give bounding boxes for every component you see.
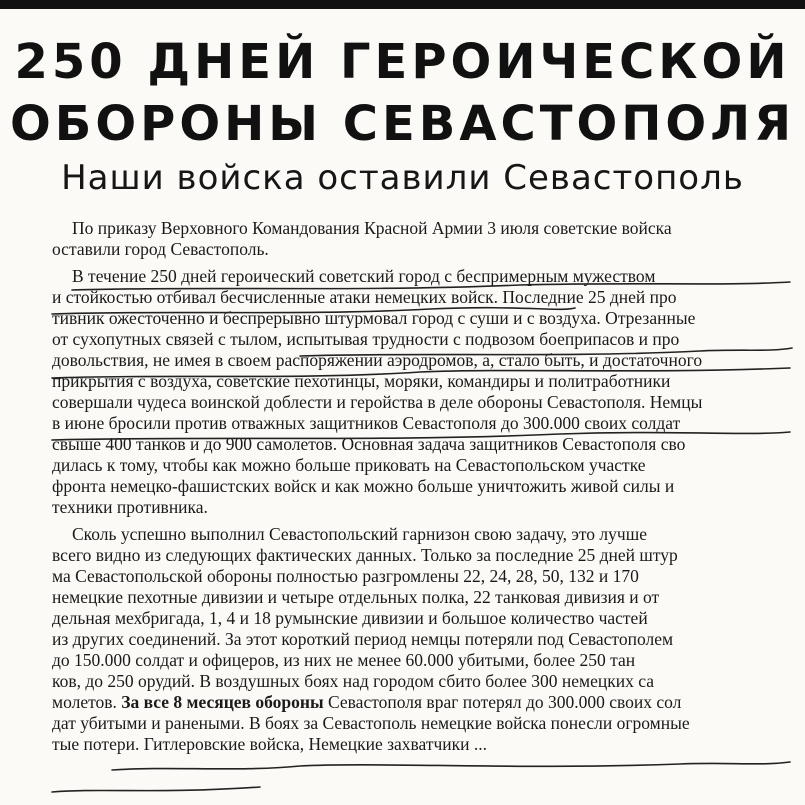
p2-line: от сухопутных связей с тылом, испытывая трудности с подвозом боеприпасов и про	[52, 329, 680, 349]
p3-line-mixed	[52, 692, 805, 713]
p3-line: тые потери. Гитлеровские войска, Немецкие захватчики ...	[52, 734, 488, 754]
p2-line: совершали чудеса воинской доблести и геройства в деле обороны Севастополя. Немцы	[52, 392, 703, 412]
p1-line: оставили город Севастополь.	[52, 239, 269, 259]
p2-line: В течение 250 дней героический советский город с беспримерным мужеством	[72, 266, 656, 286]
headline-line-2: ОБОРОНЫ СЕВАСТОПОЛЯ	[9, 96, 796, 152]
p3-line: всего видно из следующих фактических данных. Только за последние 25 дней штур	[52, 545, 678, 565]
p3-line: ков, до 250 орудий. В воздушных боях над городом сбито более 300 немецких са	[52, 671, 654, 691]
p3-line: до 150.000 солдат и офицеров, из них не менее 60.000 убитыми, более 250 тан	[52, 650, 636, 670]
p3-bold-run: За все 8 месяцев обороны	[121, 692, 324, 712]
pen-mark	[52, 787, 260, 792]
p3-line: немецкие пехотные дивизии и четыре отдельных полка, 22 танковая дивизия и от	[52, 587, 660, 607]
pen-mark	[112, 762, 790, 770]
p2-line: свыше 400 танков и до 900 самолетов. Основная задача защитников Севастополя сво	[52, 434, 686, 454]
p3-line: Сколь успешно выполнил Севастопольский гарнизон свою задачу, это лучше	[72, 524, 647, 544]
headline-line-1: 250 ДНЕЙ ГЕРОИЧЕСКОЙ	[14, 34, 791, 90]
article-body	[52, 218, 805, 755]
p1-line: По приказу Верховного Командования Красной Армии 3 июля советские войска	[72, 218, 672, 238]
p3-after-bold: Севастополя враг потерял до 300.000 своих сол	[323, 692, 682, 712]
p2-line: тивник ожесточенно и беспрерывно штурмовал город с суши и с воздуха. Отрезанные	[52, 308, 696, 328]
p3-molotov: молетов.	[52, 692, 117, 712]
p2-line: в июне бросили против отважных защитников Севастополя до 300.000 своих солдат	[52, 413, 681, 433]
p2-line: фронта немецко-фашистских войск и как можно больше уничтожить живой силы и	[52, 476, 675, 496]
top-border	[0, 0, 805, 9]
p2-line: довольствия, не имея в своем распоряжении аэродромов, а, стало быть, и достаточного	[52, 350, 703, 370]
p2-line: и стойкостью отбивал бесчисленные атаки немецких войск. Последние 25 дней про	[52, 287, 677, 307]
p3-line: дельная мехбригада, 1, 4 и 18 румынские дивизии и большое количество частей	[52, 608, 648, 628]
p2-line: техники противника.	[52, 497, 208, 517]
p3-line: из других соединений. За этот короткий период немцы потеряли под Севастополем	[52, 629, 674, 649]
p2-line: прикрытия с воздуха, советские пехотинцы, моряки, командиры и политработники	[52, 371, 671, 391]
p3-line: ма Севастопольской обороны полностью разгромлены 22, 24, 28, 50, 132 и 170	[52, 566, 639, 586]
subheadline: Наши войска оставили Севастополь	[61, 158, 744, 198]
p2-line: дилась к тому, чтобы как можно больше приковать на Севастопольском участке	[52, 455, 646, 475]
p3-line: дат убитыми и ранеными. В боях за Севастополь немецкие войска понесли огромные	[52, 713, 690, 733]
